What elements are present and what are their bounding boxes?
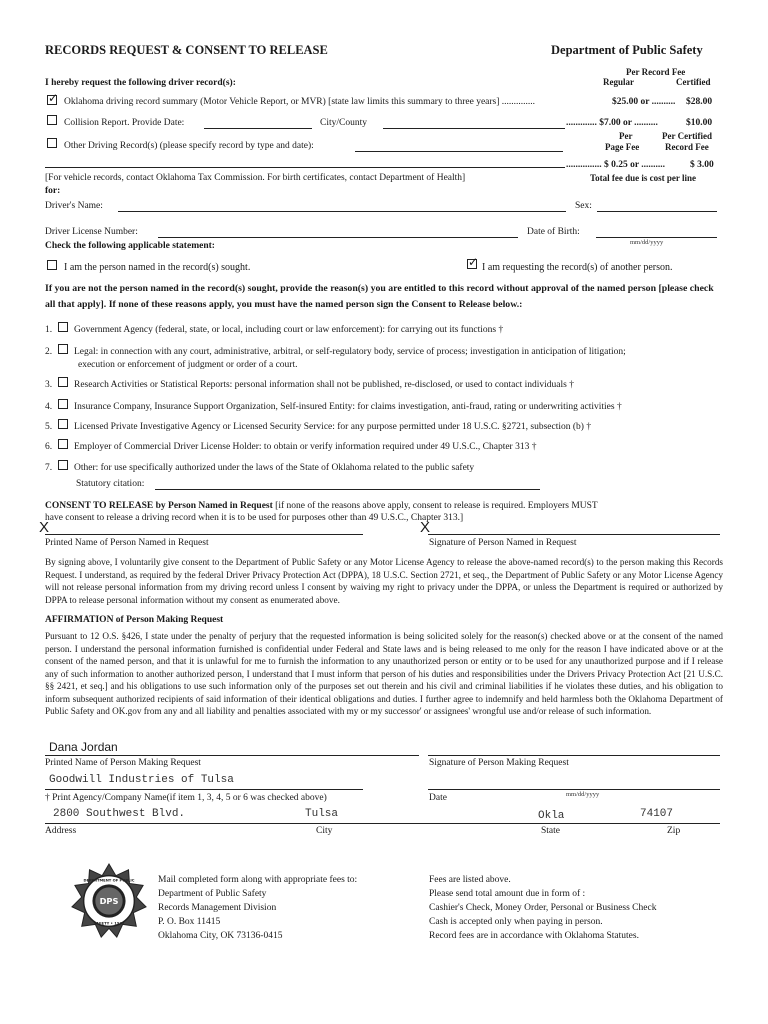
seal-initials: DPS [99, 895, 119, 906]
dob-field[interactable] [596, 237, 717, 238]
city-label: City [316, 826, 333, 836]
sex-field[interactable] [597, 211, 717, 212]
payment-line-1: Fees are listed above. [429, 875, 511, 885]
zip-label: Zip [667, 826, 681, 836]
reason-1-text: Government Agency (federal, state, or local, including court or law enforcement): for carrying out its functions † [74, 325, 504, 335]
address-line [45, 823, 720, 824]
agency-line [45, 789, 363, 790]
collision-certified-fee: $10.00 [686, 118, 713, 128]
other-person-checkbox[interactable] [467, 259, 477, 269]
consent-printed-x-mark: X [39, 519, 50, 536]
reason-2-text-cont: execution or enforcement of judgment or order of a court. [78, 360, 298, 370]
for-label: for: [45, 186, 61, 196]
mvr-checkbox[interactable] [47, 95, 57, 105]
self-statement-checkbox[interactable] [47, 260, 57, 270]
mailing-line-2: Records Management Division [158, 903, 277, 913]
certified-label: Certified [676, 77, 711, 87]
other-record-checkbox[interactable] [47, 138, 57, 148]
payment-line-5: Record fees are in accordance with Oklahoma Statutes. [429, 931, 639, 941]
reason-6-text: Employer of Commercial Driver License Holder: to obtain or verify information required under 49 U.S.C., Chapter 313 † [74, 442, 537, 452]
dps-seal-icon [70, 862, 148, 940]
reason-4-text: Insurance Company, Insurance Support Organization, Self-insured Entity: for claims investigation, anti-fraud, rating or underwriting activities † [74, 402, 622, 412]
self-statement-label: I am the person named in the record(s) sought. [64, 262, 251, 273]
collision-city-field[interactable] [383, 128, 565, 129]
license-number-field[interactable] [158, 237, 518, 238]
agency-label: † Print Agency/Company Name(if item 1, 3, 4, 5 or 6 was checked above) [45, 793, 327, 803]
reason-2-checkbox[interactable] [58, 344, 68, 354]
mvr-label: Oklahoma driving record summary (Motor Vehicle Report, or MVR) [state law limits this summary to three years] .............. [64, 97, 536, 107]
state-value[interactable]: Okla [538, 810, 565, 822]
reason-5-text: Licensed Private Investigative Agency or Licensed Security Service: for any purpose permitted under 18 U.S.C. §2721, subsection (b) † [74, 422, 592, 432]
reason-1-checkbox[interactable] [58, 322, 68, 332]
consent-line-2: have consent to release a driving record when it is to be used for purposes other than 49 U.S.C., Chapter 313.] [45, 513, 464, 523]
payment-line-3: Cashier's Check, Money Order, Personal or Business Check [429, 903, 657, 913]
consent-body: By signing above, I voluntarily give consent to the Department of Public Safety or any Motor License Agency to release the above-named record(s) to the person making this Records Request. I understand, as required by the federal Driver Privacy Protection Act (DPPA), 18 U.S.C. Section 2721, et seq., the Department of Public Safety or any Motor License Agency will not release personal information from my driving record unless I consent by waiving my right to privacy under the DPPA, or unless the Department is required or authorized by DPPA to release personal information without my consent as enumerated above. [45, 557, 723, 605]
address-value[interactable]: 2800 Southwest Blvd. [53, 808, 186, 820]
license-number-label: Driver License Number: [45, 227, 138, 237]
form-title: RECORDS REQUEST & CONSENT TO RELEASE [45, 43, 328, 57]
statement-heading: Check the following applicable statement: [45, 241, 215, 251]
date-label: Date [429, 793, 447, 803]
other-record-regular-fee: ............... $ 0.25 or .......... [566, 160, 666, 170]
mailing-intro: Mail completed form along with appropriate fees to: [158, 875, 358, 885]
driver-name-label: Driver's Name: [45, 201, 103, 211]
requester-printed-name-line [45, 755, 419, 756]
collision-label: Collision Report. Provide Date: [64, 118, 185, 128]
requester-printed-name[interactable]: Dana Jordan [49, 740, 118, 754]
consent-heading: CONSENT TO RELEASE by Person Named in Request [45, 501, 273, 511]
request-intro: I hereby request the following driver record(s): [45, 78, 236, 88]
requester-signature-field[interactable] [428, 755, 720, 756]
zip-value[interactable]: 74107 [640, 808, 674, 820]
mailing-line-4: Oklahoma City, OK 73136-0415 [158, 931, 283, 941]
payment-line-4: Cash is accepted only when paying in person. [429, 917, 603, 927]
state-label: State [541, 826, 560, 836]
department-name: Department of Public Safety [551, 43, 703, 57]
reason-4-checkbox[interactable] [58, 399, 68, 409]
mailing-line-1: Department of Public Safety [158, 889, 267, 899]
agency-name[interactable]: Goodwill Industries of Tulsa [49, 774, 234, 786]
collision-regular-fee: ............. $7.00 or .......... [566, 118, 658, 128]
statutory-citation-field[interactable] [155, 489, 540, 490]
requester-printed-name-label: Printed Name of Person Making Request [45, 758, 201, 768]
seal-ring-top: DEPARTMENT OF PUBLIC [83, 878, 135, 883]
consent-printed-name-field[interactable] [45, 534, 363, 535]
consent-intro [45, 500, 730, 513]
contacts-note: [For vehicle records, contact Oklahoma Tax Commission. For birth certificates, contact Department of Health] [45, 173, 466, 183]
per-label: Per [619, 131, 633, 141]
affirmation-heading: AFFIRMATION of Person Making Request [45, 615, 224, 625]
page-fee-label: Page Fee [605, 142, 640, 152]
mvr-certified-fee: $28.00 [686, 97, 713, 107]
dob-hint: mm/dd/yyyy [630, 239, 664, 246]
reason-2-text: Legal: in connection with any court, administrative, arbitral, or self-regulatory body, service of process; investigation in anticipation of litigation; [74, 347, 626, 357]
address-label: Address [45, 826, 77, 836]
reason-7-number: 7. [45, 463, 53, 473]
reason-2-number: 2. [45, 347, 53, 357]
collision-checkbox[interactable] [47, 115, 57, 125]
consent-heading-rest: [if none of the reasons above apply, consent to release is required. Employers MUST [275, 501, 598, 511]
consent-printed-name-label: Printed Name of Person Named in Request [45, 538, 209, 548]
statutory-citation-label: Statutory citation: [76, 479, 145, 489]
city-value[interactable]: Tulsa [305, 808, 339, 820]
reason-5-checkbox[interactable] [58, 419, 68, 429]
date-field[interactable] [428, 789, 720, 790]
reason-6-number: 6. [45, 442, 53, 452]
seal-ring-bottom: SAFETY • 1937 [93, 921, 125, 926]
reason-6-checkbox[interactable] [58, 439, 68, 449]
record-fee-label: Record Fee [665, 142, 709, 152]
reason-3-number: 3. [45, 380, 53, 390]
mvr-regular-fee: $25.00 or .......... [612, 97, 676, 107]
requester-signature-label: Signature of Person Making Request [429, 758, 569, 768]
reason-3-text: Research Activities or Statistical Reports: personal information shall not be published, re-disclosed, or used to contact individuals † [74, 380, 574, 390]
total-fee-note: Total fee due is cost per line [590, 173, 696, 183]
affirmation-body: Pursuant to 12 O.S. §426, I state under the penalty of perjury that the requested information is being solicited solely for the reason(s) checked above or at the consent of the named person. I understand the personal information furnished is confidential under Federal and State laws and is being released to me only for the reason I have indicated above or at the consent of the named person, and that it is unlawful for me to furnish the information to any unauthorized person or entity or to be used for any unauthorized purpose and if I release any of such information to another authorized person, I understand that I must inform that person of his duties and responsibilities under the Drivers Privacy Protection Act [21 U.S.C. §§ 2421, et seq.] and his obligations to use such information only of the purposes set out therein and his civil and criminal liabilities if he violates these duties, and his obligation to inform subsequent authorized recipients of said information of their identical obligations and duties. I further agree to indemnify and held harmless both the Oklahoma Department of Public Safety and OK.gov from any and all liability and penalties associated with my or my successor' or assignees' wrongful use and/or release of such information. [45, 631, 723, 716]
payment-line-2: Please send total amount due in form of : [429, 889, 586, 899]
date-hint: mm/dd/yyyy [566, 791, 600, 798]
collision-date-field[interactable] [204, 128, 312, 129]
reason-5-number: 5. [45, 422, 53, 432]
mailing-line-3: P. O. Box 11415 [158, 917, 221, 927]
other-person-label: I am requesting the record(s) of another person. [482, 262, 673, 273]
dob-label: Date of Birth: [527, 227, 580, 237]
reason-3-checkbox[interactable] [58, 377, 68, 387]
sex-label: Sex: [575, 201, 592, 211]
collision-city-label: City/County [320, 118, 367, 128]
reason-7-text: Other: for use specifically authorized under the laws of the State of Oklahoma related to the public safety [74, 463, 475, 473]
reason-1-number: 1. [45, 325, 53, 335]
reason-7-checkbox[interactable] [58, 460, 68, 470]
driver-name-field[interactable] [118, 211, 566, 212]
other-record-field[interactable] [355, 151, 563, 152]
per-record-fee-label: Per Record Fee [626, 67, 686, 77]
per-certified-label: Per Certified [662, 131, 713, 141]
other-record-certified-fee: $ 3.00 [690, 160, 714, 170]
regular-label: Regular [603, 77, 634, 87]
reason-4-number: 4. [45, 402, 53, 412]
other-record-label: Other Driving Record(s) (please specify record by type and date): [64, 141, 314, 151]
consent-signature-x-mark: X [420, 519, 431, 536]
consent-signature-label: Signature of Person Named in Request [429, 538, 577, 548]
other-record-field-2[interactable] [45, 167, 565, 168]
consent-signature-field[interactable] [428, 534, 720, 535]
reasons-intro: If you are not the person named in the record(s) sought, provide the reason(s) you are entitled to this record without approval of the named person [please check all that apply]. If none of these reasons apply, you must have the named person sign the Consent to Release below.: [45, 283, 714, 310]
